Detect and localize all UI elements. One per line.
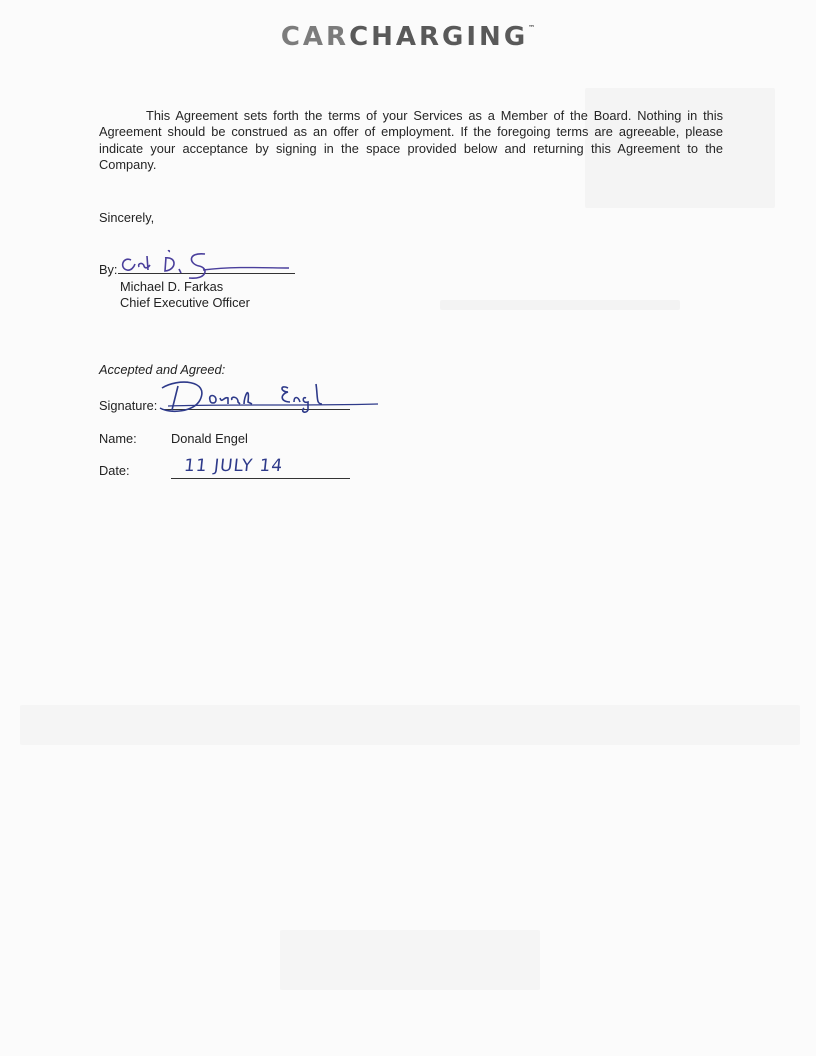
handwritten-date: 11 JULY 14 xyxy=(182,456,285,476)
by-label: By: xyxy=(99,262,118,277)
date-label: Date: xyxy=(99,463,130,478)
date-line xyxy=(171,478,350,479)
member-handwritten-signature xyxy=(148,374,388,420)
member-name: Donald Engel xyxy=(171,431,248,446)
closing-salutation: Sincerely, xyxy=(99,210,155,225)
signer-name: Michael D. Farkas xyxy=(120,279,224,294)
signer-title: Chief Executive Officer xyxy=(120,295,250,310)
accepted-heading: Accepted and Agreed: xyxy=(99,362,226,377)
company-logo: CARCHARGING™ xyxy=(280,22,536,52)
name-label: Name: xyxy=(99,431,137,446)
bleed-through-mark xyxy=(20,705,800,745)
agreement-paragraph: This Agreement sets forth the terms of your Services as a Member of the Board. Nothing in this Agreement should be construed as an offer of employment. If the foregoing terms are agreeable, please indicate your acceptance by signing in the space provided below and returning this Agreement to the Company. xyxy=(99,108,723,172)
bleed-through-mark xyxy=(280,930,540,990)
bleed-through-mark xyxy=(440,300,680,310)
signature-label: Signature: xyxy=(99,398,158,413)
